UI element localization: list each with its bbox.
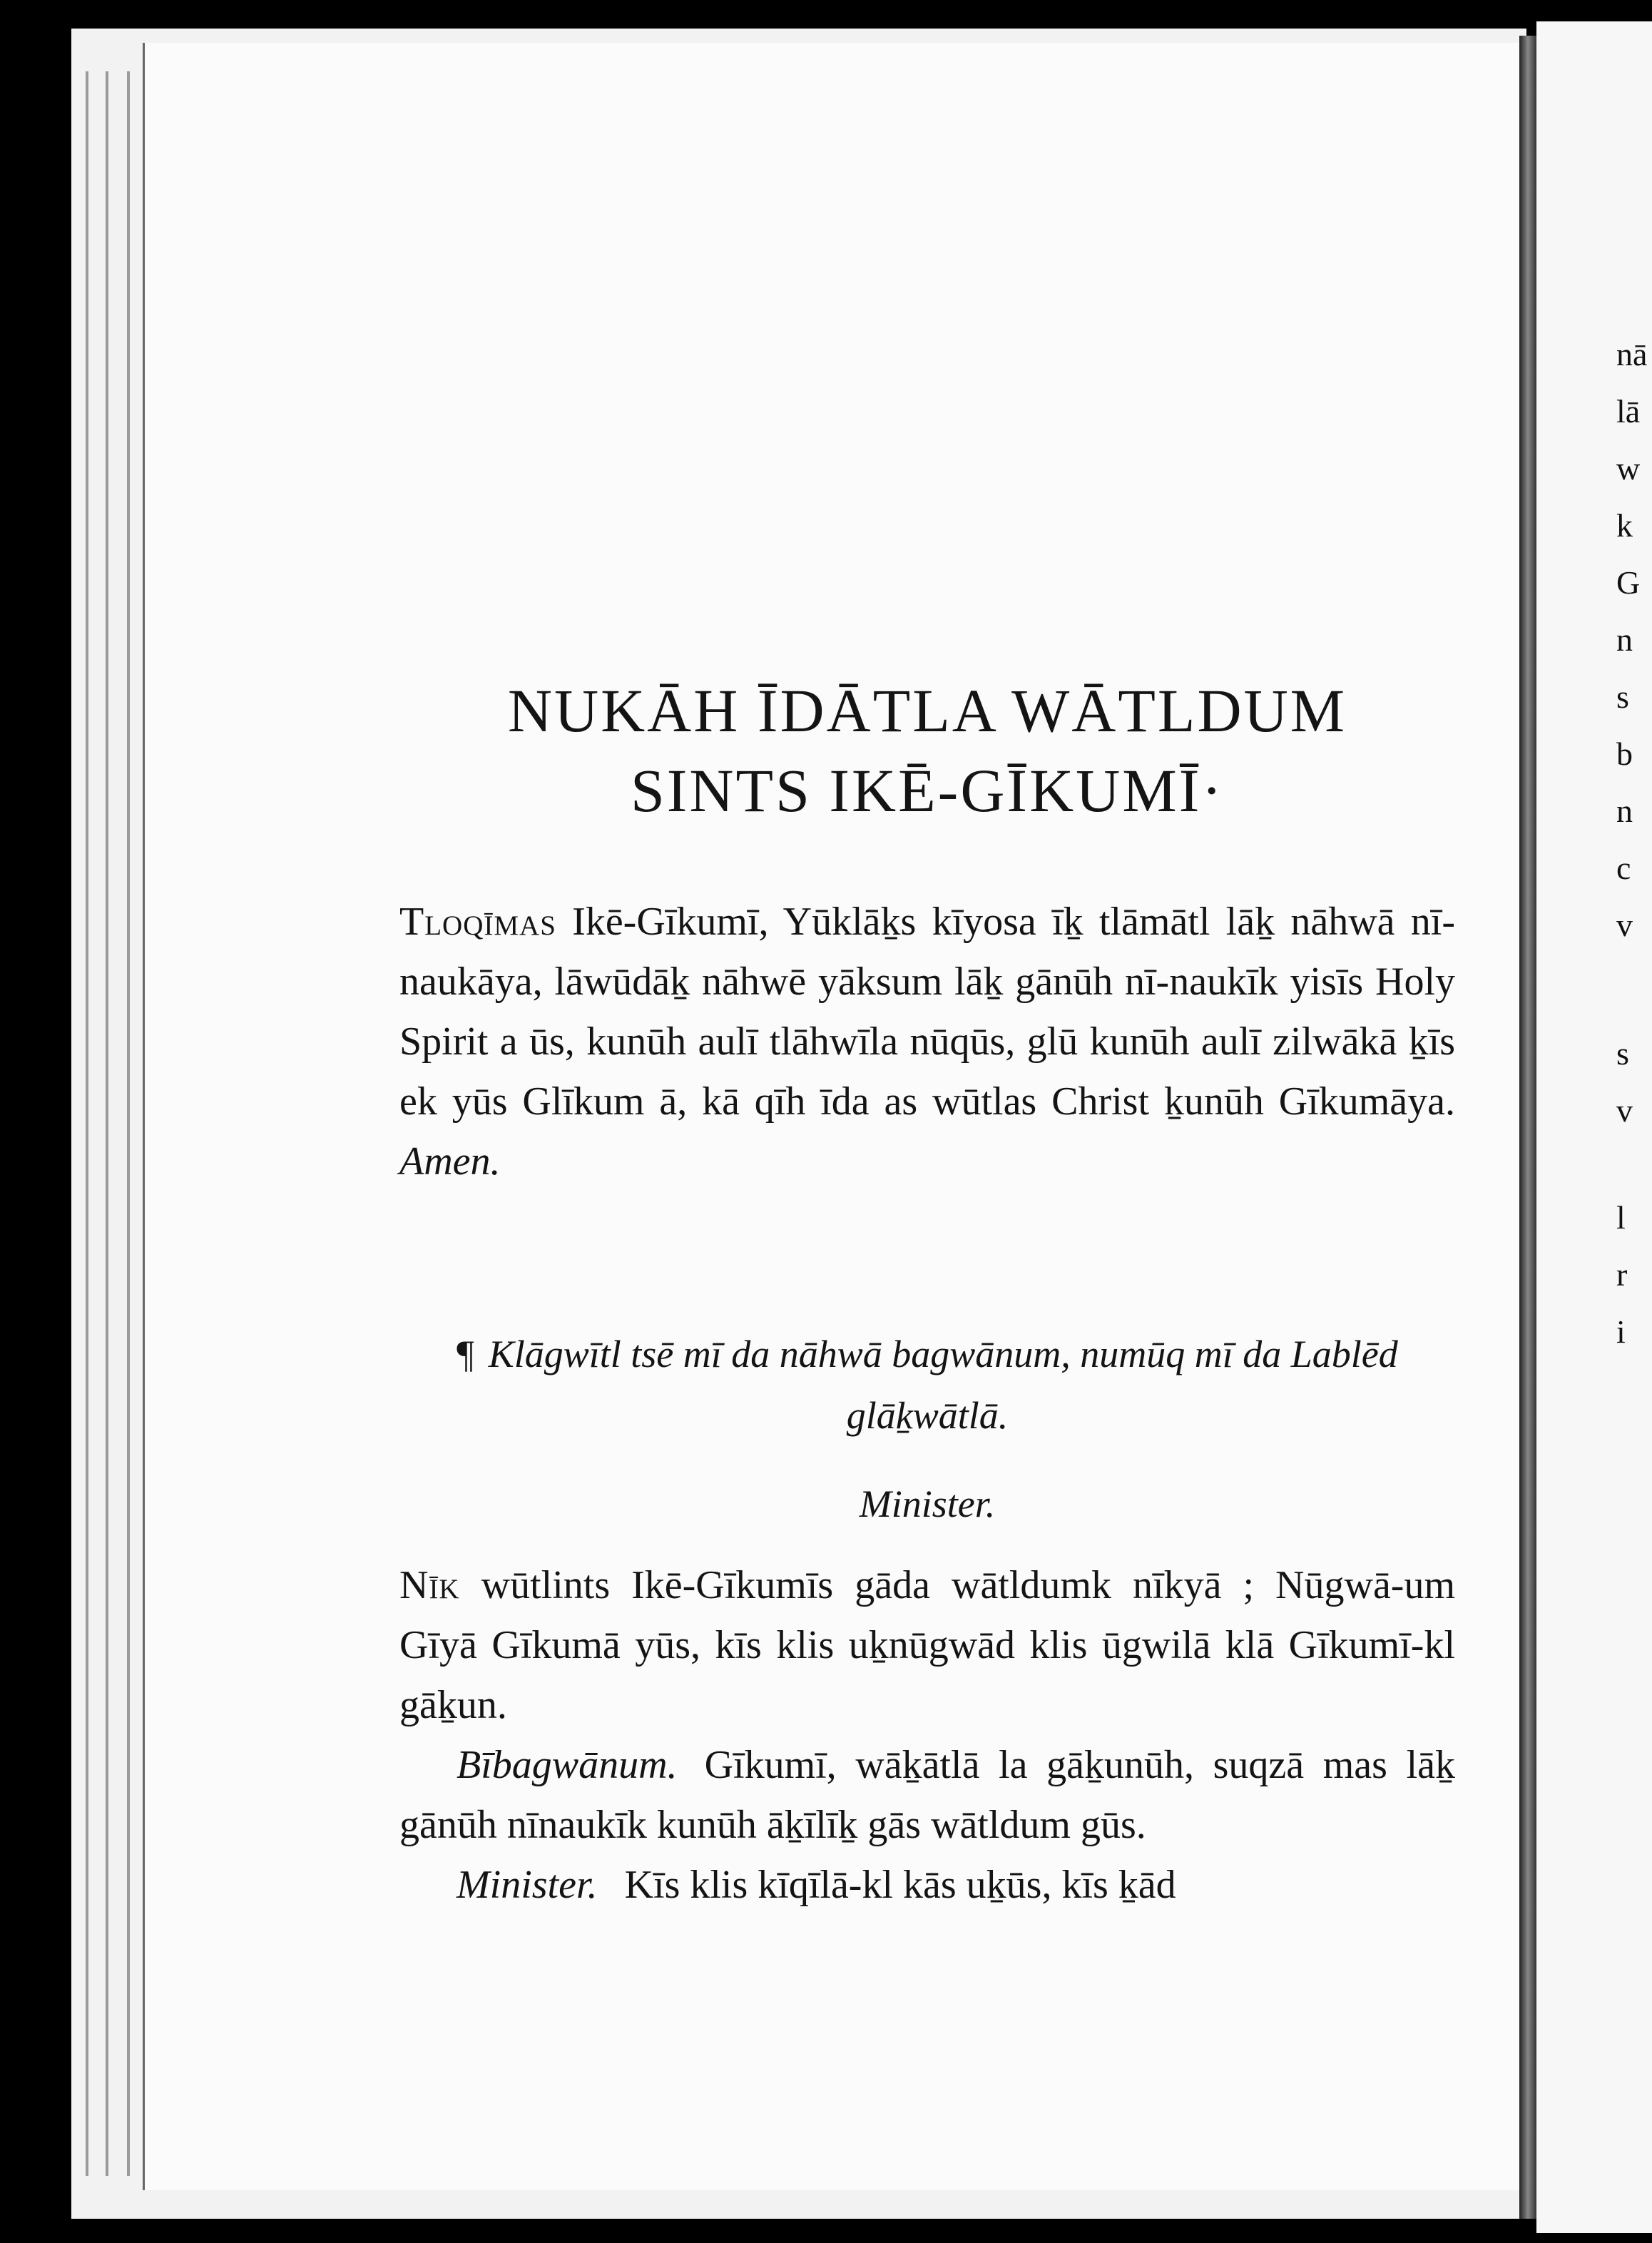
facing-page-fragment: b xyxy=(1616,736,1633,772)
collect-amen: Amen. xyxy=(399,1139,501,1184)
minister-heading: Minister. xyxy=(859,1482,996,1525)
page-edge xyxy=(86,71,88,2176)
facing-page-fragment: s xyxy=(1616,678,1629,715)
dialogue-line xyxy=(399,1555,1455,1735)
facing-page-fragment: v xyxy=(1616,907,1633,943)
dialogue-text: wūtlints Ikē-Gīkumīs gāda wātldumk nīkyā ; Nūgwā-um Gīyā Gīkumā yūs, kīs klis uḵnūgwād klis ūgwilā klā Gīkumī-kl gāḵun. xyxy=(399,1563,1456,1727)
rubric xyxy=(399,1323,1455,1446)
book-gutter xyxy=(1519,36,1536,2219)
collect-initial: Tloqīmas xyxy=(399,900,556,944)
speaker-label: Bībagwānum. xyxy=(457,1743,678,1787)
facing-page-fragment: i xyxy=(1616,1313,1626,1350)
dialogue-lead: Nīk xyxy=(399,1563,460,1607)
facing-page-fragment: l xyxy=(1616,1199,1626,1236)
facing-page-fragment: G xyxy=(1616,564,1641,601)
speaker-label: Minister. xyxy=(457,1863,598,1907)
page-edge xyxy=(127,71,130,2176)
facing-page-fragment: n xyxy=(1616,793,1633,829)
facing-page-fragment: r xyxy=(1616,1256,1628,1293)
title-line-1: NUKĀH ĪDĀTLA WĀTLDUM xyxy=(507,676,1347,745)
pilcrow-icon: ¶ xyxy=(457,1333,474,1375)
dialogue-text: Kīs klis kīqīlā-kl kās uḵūs, kīs ḵād xyxy=(624,1863,1176,1907)
facing-page-fragment: v xyxy=(1616,1092,1633,1129)
title-line-2: SINTS IKĒ-GĪKUMĪ· xyxy=(630,756,1225,825)
facing-page-fragment: lā xyxy=(1616,393,1641,429)
facing-page-edge xyxy=(1536,21,1652,2233)
facing-page-fragment: s xyxy=(1616,1035,1629,1072)
dialogue xyxy=(399,1555,1455,1915)
dialogue-line xyxy=(399,1735,1455,1855)
facing-page-fragment: w xyxy=(1616,450,1641,487)
facing-page-fragment: n xyxy=(1616,621,1633,658)
dialogue-line xyxy=(399,1855,1455,1915)
rubric-text: Klāgwītl tsē mī da nāhwā bagwānum, numūq mī da Lablēd glāḵwātlā. xyxy=(488,1333,1398,1437)
facing-page-fragment: k xyxy=(1616,507,1633,544)
collect-paragraph xyxy=(399,892,1455,1191)
collect-body: Ikē-Gīkumī, Yūklāḵs kīyosa īḵ tlāmātl lāḵ nāhwā nī-naukāya, lāwūdāḵ nāhwē yāksum lāḵ gānūh nī-naukīk yisīs Holy Spirit a ūs, kunūh aulī tlāhwīla nūqūs, glū kunūh aulī zilwākā ḵīs ek yūs Glīkum ā, kā qīh īda as wūtlas Christ ḵunūh Gīkumāya. xyxy=(399,900,1455,1124)
facing-page-fragment: c xyxy=(1616,850,1631,886)
facing-page-fragment: nā xyxy=(1616,336,1648,372)
page-title xyxy=(399,671,1455,830)
dialogue-text: Gīkumī, wāḵātlā la gāḵunūh, suqzā mas lāḵ gānūh nīnaukīk kunūh āḵīlīḵ gās wātldum gūs. xyxy=(399,1743,1455,1847)
page-edge xyxy=(106,71,108,2176)
